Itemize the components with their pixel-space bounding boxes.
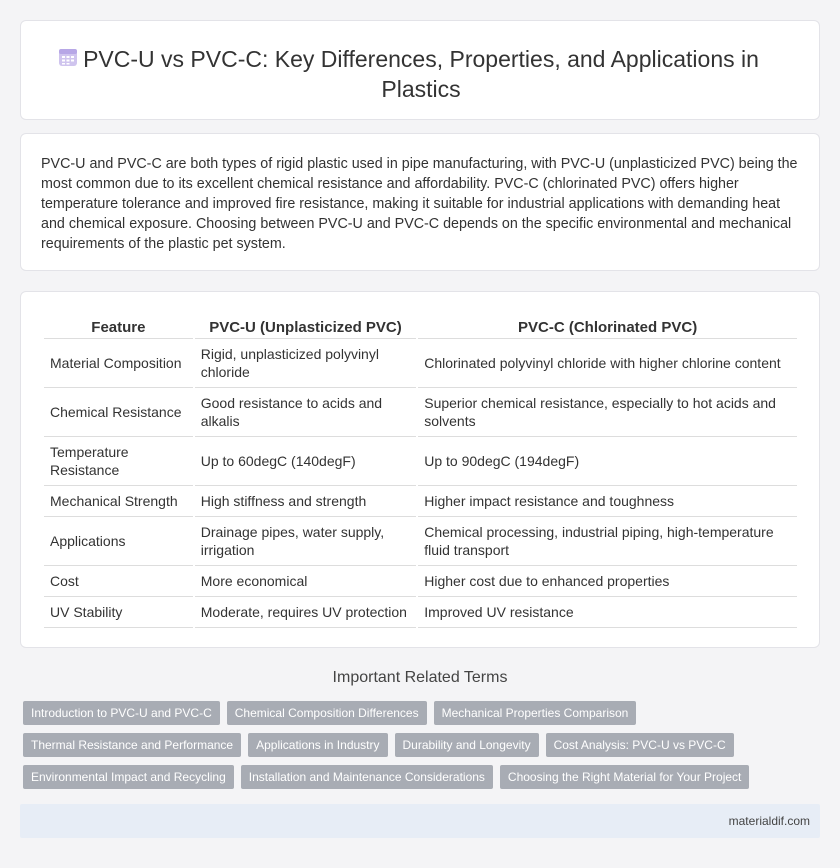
table-cell: Superior chemical resistance, especially to hot acids and solvents bbox=[418, 388, 797, 437]
table-cell: Cost bbox=[44, 566, 193, 597]
table-cell: Chlorinated polyvinyl chloride with higher chlorine content bbox=[418, 339, 797, 388]
footer bbox=[20, 804, 820, 838]
table-header-cell: Feature bbox=[44, 314, 193, 339]
comparison-table bbox=[42, 314, 799, 628]
table-cell: Temperature Resistance bbox=[44, 437, 193, 486]
related-term-tag[interactable]: Durability and Longevity bbox=[395, 733, 539, 757]
intro-card bbox=[20, 133, 820, 271]
table-header-cell: PVC-U (Unplasticized PVC) bbox=[195, 314, 416, 339]
table-cell: Material Composition bbox=[44, 339, 193, 388]
related-terms-list bbox=[23, 701, 823, 797]
table-row bbox=[44, 566, 797, 597]
page-title: PVC-U vs PVC-C: Key Differences, Properties, and Applications in Plastics bbox=[83, 46, 759, 102]
table-row bbox=[44, 339, 797, 388]
table-cell: Higher cost due to enhanced properties bbox=[418, 566, 797, 597]
table-cell: Higher impact resistance and toughness bbox=[418, 486, 797, 517]
table-header-row bbox=[44, 314, 797, 339]
table-cell: Applications bbox=[44, 517, 193, 566]
related-terms-heading: Important Related Terms bbox=[332, 669, 508, 686]
table-cell: Chemical processing, industrial piping, high-temperature fluid transport bbox=[418, 517, 797, 566]
related-term-tag[interactable]: Applications in Industry bbox=[248, 733, 387, 757]
related-term-tag[interactable]: Mechanical Properties Comparison bbox=[434, 701, 637, 725]
footer-site-link[interactable]: materialdif.com bbox=[728, 814, 810, 828]
header-card bbox=[20, 20, 820, 120]
table-row bbox=[44, 597, 797, 628]
comparison-table-card bbox=[20, 291, 820, 648]
related-term-tag[interactable]: Chemical Composition Differences bbox=[227, 701, 427, 725]
table-cell: High stiffness and strength bbox=[195, 486, 416, 517]
table-row bbox=[44, 388, 797, 437]
related-term-tag[interactable]: Introduction to PVC-U and PVC-C bbox=[23, 701, 220, 725]
related-term-tag[interactable]: Choosing the Right Material for Your Project bbox=[500, 765, 749, 789]
table-row bbox=[44, 517, 797, 566]
table-cell: Drainage pipes, water supply, irrigation bbox=[195, 517, 416, 566]
table-cell: Mechanical Strength bbox=[44, 486, 193, 517]
table-header-cell: PVC-C (Chlorinated PVC) bbox=[418, 314, 797, 339]
table-cell: UV Stability bbox=[44, 597, 193, 628]
related-term-tag[interactable]: Cost Analysis: PVC-U vs PVC-C bbox=[546, 733, 734, 757]
table-row bbox=[44, 437, 797, 486]
table-cell: Moderate, requires UV protection bbox=[195, 597, 416, 628]
table-cell: More economical bbox=[195, 566, 416, 597]
related-term-tag[interactable]: Thermal Resistance and Performance bbox=[23, 733, 241, 757]
related-term-tag[interactable]: Environmental Impact and Recycling bbox=[23, 765, 234, 789]
table-cell: Good resistance to acids and alkalis bbox=[195, 388, 416, 437]
table-cell: Improved UV resistance bbox=[418, 597, 797, 628]
intro-text: PVC-U and PVC-C are both types of rigid plastic used in pipe manufacturing, with PVC-U (unplasticized PVC) being the most common due to its excellent chemical resistance and affordability. PVC-C (chlorinated PVC) offers higher temperature tolerance and improved fire resistance, making it suitable for industrial applications with demanding heat and chemical exposure. Choosing between PVC-U and PVC-C depends on the specific environmental and mechanical requirements of the plastic pet system. bbox=[41, 156, 798, 252]
table-cell: Chemical Resistance bbox=[44, 388, 193, 437]
table-cell: Up to 90degC (194degF) bbox=[418, 437, 797, 486]
table-cell: Rigid, unplasticized polyvinyl chloride bbox=[195, 339, 416, 388]
table-row bbox=[44, 486, 797, 517]
table-cell: Up to 60degC (140degF) bbox=[195, 437, 416, 486]
related-term-tag[interactable]: Installation and Maintenance Considerations bbox=[241, 765, 493, 789]
